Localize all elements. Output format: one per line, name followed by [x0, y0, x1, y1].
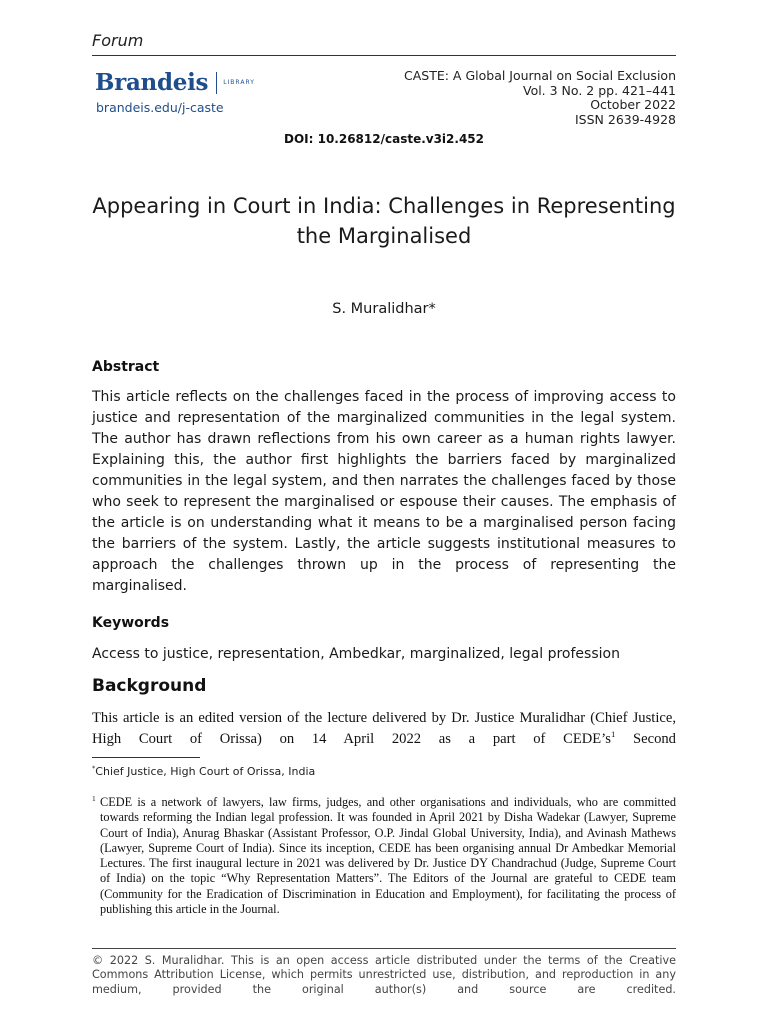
- logo-separator: [216, 72, 217, 94]
- brandeis-library-logo: [95, 69, 255, 96]
- footnote-mark-author: *: [92, 764, 96, 773]
- article-title: Appearing in Court in India: Challenges in Representing the Marginalised: [92, 194, 676, 248]
- footnote-ref-1[interactable]: 1: [610, 728, 616, 739]
- doi-link[interactable]: DOI: 10.26812/caste.v3i2.452: [283, 132, 485, 146]
- journal-volume: Vol. 3 No. 2 pp. 421–441: [522, 82, 676, 98]
- footnote-author-text: Chief Justice, High Court of Orissa, India: [95, 765, 316, 778]
- header-divider: [92, 55, 676, 56]
- license-text: © 2022 S. Muralidhar. This is an open access article distributed under the terms of the Creative Commons Attribution License, which permits unrestricted use, distribution, and reproduction in any medium, provided the original author(s) and source are credited.: [92, 954, 676, 996]
- background-heading: Background: [92, 676, 207, 696]
- article-author: [0, 301, 768, 317]
- footnote-divider: [92, 757, 200, 758]
- journal-name: CASTE: A Global Journal on Social Exclusion: [404, 68, 676, 83]
- journal-info: [404, 69, 676, 127]
- footnote-author: [92, 765, 315, 778]
- background-text-after: Second: [615, 730, 676, 747]
- footnote-1: 1 CEDE is a network of lawyers, law firms, judges, and other organisations and individuals, who are committed towards reforming the Indian legal profession. It was founded in April 2021 by Disha Wadekar (Lawyer, Supreme Court of India), Anurag Bhaskar (Assistant Professor, O.P. Jindal Global University, India), and Avinash Mathews (Lawyer, Supreme Court of India). Since its inception, CEDE has been organising annual Dr Ambedkar Memorial Lectures. The first inaugural lecture in 2021 was delivered by Dr. Justice DY Chandrachud (Judge, Supreme Court of India) on the topic “Why Representation Matters”. The Editors of the Journal are grateful to CEDE team (Community for the Eradication of Discrimination in Education and Employment), for facilitating the process of publishing this article in the Journal.: [92, 794, 676, 917]
- journal-issn: ISSN 2639-4928: [574, 111, 676, 127]
- logo-sub: LIBRARY: [223, 79, 255, 86]
- author-name: S. Muralidhar: [332, 301, 429, 317]
- author-footnote-mark[interactable]: *: [428, 301, 436, 317]
- keywords-heading: Keywords: [92, 615, 170, 631]
- abstract-heading: Abstract: [92, 359, 160, 375]
- journal-date: October 2022: [590, 97, 676, 113]
- footnote-1-text: CEDE is a network of lawyers, law firms, judges, and other organisations and individuals, who are committed towards reforming the Indian legal profession. It was founded in April 2021 by Disha Wadekar (Lawyer, Supreme Court of India), Anurag Bhaskar (Assistant Professor, O.P. Jindal Global University, India), and Avinash Mathews (Lawyer, Supreme Court of India). Since its inception, CEDE has been organising annual Dr Ambedkar Memorial Lectures. The first inaugural lecture in 2021 was delivered by Dr. Justice DY Chandrachud (Judge, Supreme Court of India) on the topic “Why Representation Matters”. The Editors of the Journal are grateful to CEDE team (Community for the Eradication of Discrimination in Education and Employment), for facilitating the process of publishing this article in the Journal.: [100, 795, 676, 917]
- abstract-text: This article reflects on the challenges faced in the process of improving access to justice and representation of the marginalized communities in the legal system. The author has drawn reflections from his own career as a human rights lawyer. Explaining this, the author first highlights the barriers faced by marginalized communities in the legal system, and then narrates the challenges faced by those who seek to represent the marginalised or espouse their causes. The emphasis of the article is on understanding what it means to be a marginalised person facing the barriers of the system. Lastly, the article suggests institutional measures to approach the challenges thrown up in the process of representing the marginalised.: [92, 389, 676, 594]
- logo-name: Brandeis: [95, 69, 209, 96]
- license-divider: [92, 948, 676, 949]
- background-text-before: This article is an edited version of the lecture delivered by Dr. Justice Muralidhar (Chief Justice, High Court of Orissa) on 14 April 2022 as a part of CEDE’s: [92, 710, 676, 747]
- journal-site-link[interactable]: brandeis.edu/j-caste: [96, 100, 224, 115]
- keywords-text: Access to justice, representation, Ambedkar, marginalized, legal profession: [92, 646, 620, 662]
- section-label: Forum: [92, 31, 144, 50]
